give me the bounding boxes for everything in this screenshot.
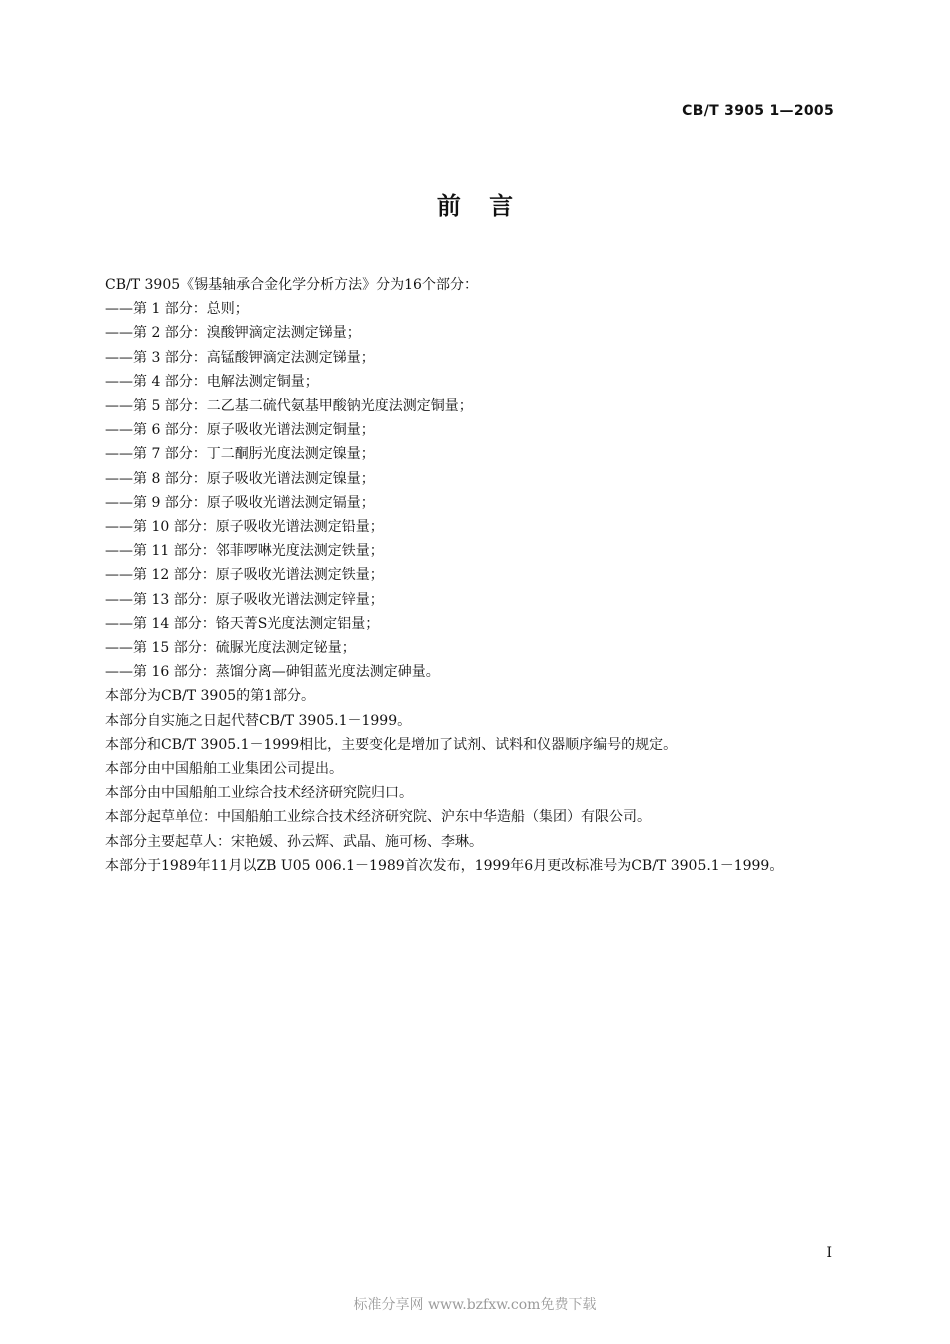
footer-watermark: 标准分享网 www.bzfxw.com免费下载	[353, 1297, 597, 1313]
statement-line: 本部分主要起草人：宋艳媛、孙云辉、武晶、施可杨、李琳。	[105, 833, 483, 850]
statement-line: 本部分和CB/T 3905.1－1999相比，主要变化是增加了试剂、试料和仪器顺序编号的规定。	[105, 736, 678, 753]
part-item: ——第 10 部分：原子吸收光谱法测定铅量；	[105, 519, 384, 536]
part-item: ——第 3 部分：高锰酸钾滴定法测定锑量；	[105, 349, 375, 366]
part-item: ——第 13 部分：原子吸收光谱法测定锌量；	[105, 591, 384, 608]
page-number: I	[826, 1245, 832, 1261]
title-char: 言	[489, 192, 514, 220]
part-item: ——第 4 部分：电解法测定铜量；	[105, 373, 319, 390]
statement-line: 本部分自实施之日起代替CB/T 3905.1－1999。	[105, 712, 412, 729]
title-char: 前	[436, 192, 461, 220]
part-item: ——第 6 部分：原子吸收光谱法测定铜量；	[105, 422, 375, 439]
statement-line: 本部分于1989年11月以ZB U05 006.1－1989首次发布，1999年6月更改标准号为CB/T 3905.1－1999。	[105, 857, 784, 874]
part-item: ——第 9 部分：原子吸收光谱法测定镉量；	[105, 494, 375, 511]
part-item: ——第 5 部分：二乙基二硫代氨基甲酸钠光度法测定铜量；	[105, 398, 473, 415]
statement-line: 本部分由中国船舶工业综合技术经济研究院归口。	[105, 785, 413, 802]
part-item: ——第 7 部分：丁二酮肟光度法测定镍量；	[105, 446, 375, 463]
standard-code: CB/T 3905 1—2005	[682, 103, 834, 119]
foreword-body	[105, 273, 865, 878]
part-item: ——第 2 部分：溴酸钾滴定法测定锑量；	[105, 325, 361, 342]
statement-line: 本部分为CB/T 3905的第1部分。	[105, 688, 316, 705]
part-item: ——第 12 部分：原子吸收光谱法测定铁量；	[105, 567, 384, 584]
part-item: ——第 1 部分：总则；	[105, 301, 249, 318]
part-item: ——第 14 部分：铬天菁S光度法测定铝量；	[105, 615, 380, 632]
part-item: ——第 8 部分：原子吸收光谱法测定镍量；	[105, 470, 375, 487]
page-title	[0, 186, 950, 221]
part-item: ——第 11 部分：邻菲啰啉光度法测定铁量；	[105, 543, 384, 560]
statement-line: 本部分由中国船舶工业集团公司提出。	[105, 761, 343, 778]
part-item: ——第 15 部分：硫脲光度法测定铋量；	[105, 640, 356, 657]
part-item: ——第 16 部分：蒸馏分离—砷钼蓝光度法测定砷量。	[105, 664, 440, 681]
statement-line: 本部分起草单位：中国船舶工业综合技术经济研究院、沪东中华造船（集团）有限公司。	[105, 809, 651, 826]
intro-line: CB/T 3905《锡基轴承合金化学分析方法》分为16个部分：	[105, 277, 478, 293]
